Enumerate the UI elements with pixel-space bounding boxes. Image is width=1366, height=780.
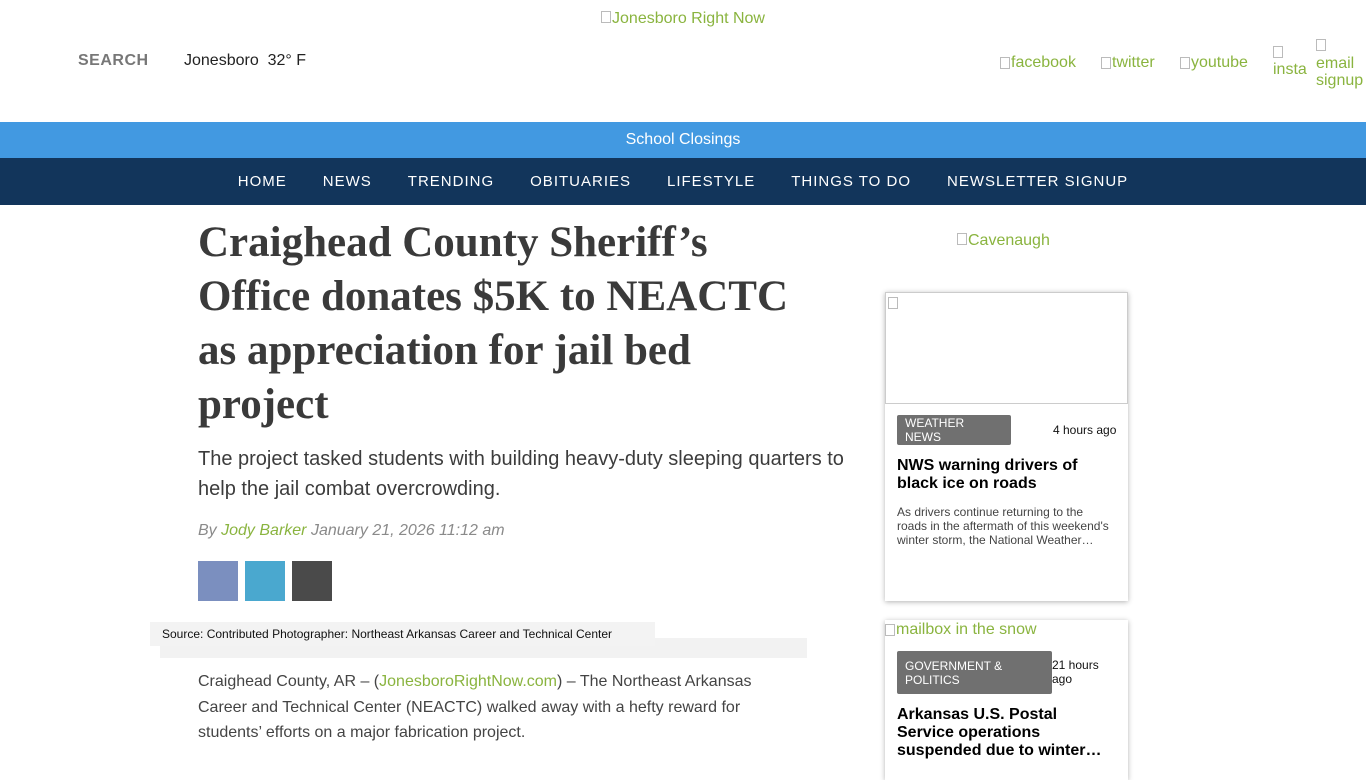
broken-image-icon xyxy=(888,297,898,309)
youtube-alt: youtube xyxy=(1191,54,1248,71)
card-image-alt: mailbox in the snow xyxy=(896,621,1037,638)
card-title[interactable]: NWS warning drivers of black ice on roads xyxy=(897,457,1078,492)
youtube-link[interactable] xyxy=(1180,54,1248,72)
facebook-link[interactable] xyxy=(1000,54,1076,72)
card-description: As drivers continue returning to the roads in the aftermath of this weekend's winter storm, the National Weather… xyxy=(897,505,1109,547)
category-badge[interactable]: GOVERNMENT & POLITICS xyxy=(897,651,1052,694)
article-body-paragraph xyxy=(198,669,768,746)
article-byline xyxy=(198,522,505,540)
weather-widget[interactable] xyxy=(184,52,306,70)
nav-home[interactable]: HOME xyxy=(237,173,287,190)
instagram-link[interactable] xyxy=(1273,46,1307,78)
email-icon xyxy=(1316,39,1326,51)
byline-prefix: By xyxy=(198,522,217,539)
share-twitter-button[interactable] xyxy=(245,561,285,601)
card-image[interactable] xyxy=(885,621,1037,639)
main-nav xyxy=(0,158,1366,205)
weather-city: Jonesboro xyxy=(184,52,259,69)
search-button[interactable]: SEARCH xyxy=(78,52,149,69)
twitter-alt: twitter xyxy=(1112,54,1155,71)
share-facebook-button[interactable] xyxy=(198,561,238,601)
twitter-link[interactable] xyxy=(1101,54,1155,72)
nav-obituaries[interactable]: OBITUARIES xyxy=(530,173,631,190)
body-rest: ) – The Northeast Arkansas Career and Technical Center (NEACTC) walked away with a hefty reward for students’ efforts on a major fabrication project. xyxy=(198,673,752,741)
card-title[interactable]: Arkansas U.S. Postal Service operations suspended due to winter… xyxy=(897,706,1102,759)
email-signup-link[interactable] xyxy=(1316,38,1364,89)
news-card[interactable] xyxy=(885,292,1128,601)
article-headline: Craighead County Sheriff’s Office donates $5K to NEACTC as appreciation for jail bed project xyxy=(198,219,789,428)
ad-alt: Cavenaugh xyxy=(968,232,1050,249)
broken-image-icon xyxy=(601,11,611,23)
sidebar-ad[interactable] xyxy=(957,232,1050,250)
broken-image-icon xyxy=(885,624,895,636)
instagram-icon xyxy=(1273,46,1283,58)
weather-temp: 32° F xyxy=(267,52,307,69)
article-date: January 21, 2026 11:12 am xyxy=(310,522,505,539)
twitter-icon xyxy=(1101,57,1111,69)
nav-news[interactable]: NEWS xyxy=(322,173,372,190)
nav-trending[interactable]: TRENDING xyxy=(407,173,495,190)
site-logo[interactable] xyxy=(0,10,1366,28)
nav-newsletter-signup[interactable]: NEWSLETTER SIGNUP xyxy=(947,173,1129,190)
facebook-icon xyxy=(1000,57,1010,69)
site-link[interactable]: JonesboroRightNow.com xyxy=(379,673,558,690)
card-timestamp: 21 hours ago xyxy=(1052,658,1099,686)
card-timestamp: 4 hours ago xyxy=(1053,423,1117,437)
card-image[interactable] xyxy=(885,292,1128,404)
category-badge[interactable]: WEATHER NEWS xyxy=(897,415,1011,445)
instagram-alt: insta xyxy=(1273,61,1307,78)
broken-image-icon xyxy=(957,233,967,245)
nav-things-to-do[interactable]: THINGS TO DO xyxy=(791,173,911,190)
email-alt: email signup xyxy=(1316,55,1364,89)
news-card[interactable] xyxy=(885,620,1128,780)
body-intro: Craighead County, AR – ( xyxy=(198,673,380,690)
photo-caption: Source: Contributed Photographer: Northeast Arkansas Career and Technical Center xyxy=(150,622,655,646)
article-subhead: The project tasked students with building heavy-duty sleeping quarters to help the jail combat overcrowding. xyxy=(198,448,844,500)
site-logo-alt: Jonesboro Right Now xyxy=(612,10,765,27)
share-email-button[interactable] xyxy=(292,561,332,601)
youtube-icon xyxy=(1180,57,1190,69)
author-link[interactable]: Jody Barker xyxy=(221,522,307,539)
nav-lifestyle[interactable]: LIFESTYLE xyxy=(667,173,756,190)
school-closings-bar[interactable]: School Closings xyxy=(0,122,1366,158)
facebook-alt: facebook xyxy=(1011,54,1076,71)
